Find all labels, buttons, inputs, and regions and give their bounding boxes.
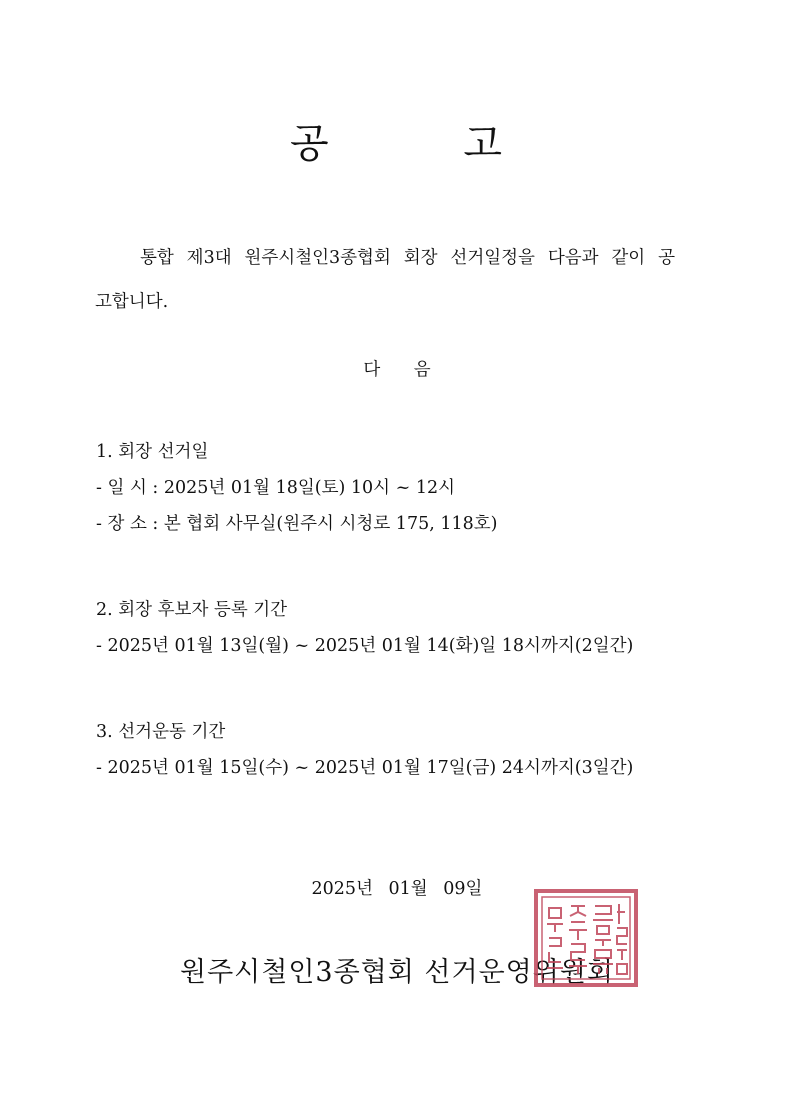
section-heading: 3. 선거운동 기간 — [96, 722, 226, 742]
campaign-period: - 2025년 01월 15일(수) ~ 2025년 01월 17일(금) 24시까지(3일간) — [96, 758, 634, 778]
details-heading: 다 음 — [363, 360, 431, 380]
election-location: - 장 소 : 본 협회 사무실(원주시 시청로 175, 118호) — [96, 514, 498, 534]
intro-paragraph: 통합 제3대 원주시철인3종협회 회장 선거일정을 다음과 같이 공고합니다. — [95, 248, 675, 312]
election-datetime: - 일 시 : 2025년 01월 18일(토) 10시 ~ 12시 — [96, 478, 456, 498]
announcement-date: 2025년 01월 09일 — [311, 879, 483, 899]
committee-name: 원주시철인3종협회 선거운영위원회 — [180, 957, 614, 988]
section-candidate-registration — [96, 592, 633, 664]
section-election-date — [96, 434, 497, 542]
section-campaign-period — [96, 714, 633, 786]
section-heading: 1. 회장 선거일 — [96, 442, 209, 462]
registration-period: - 2025년 01월 13일(월) ~ 2025년 01월 14(화)일 18시까지(2일간) — [96, 636, 634, 656]
official-seal-icon — [533, 888, 639, 988]
section-heading: 2. 회장 후보자 등록 기간 — [96, 600, 288, 620]
notice-title: 공 고 — [290, 121, 504, 167]
